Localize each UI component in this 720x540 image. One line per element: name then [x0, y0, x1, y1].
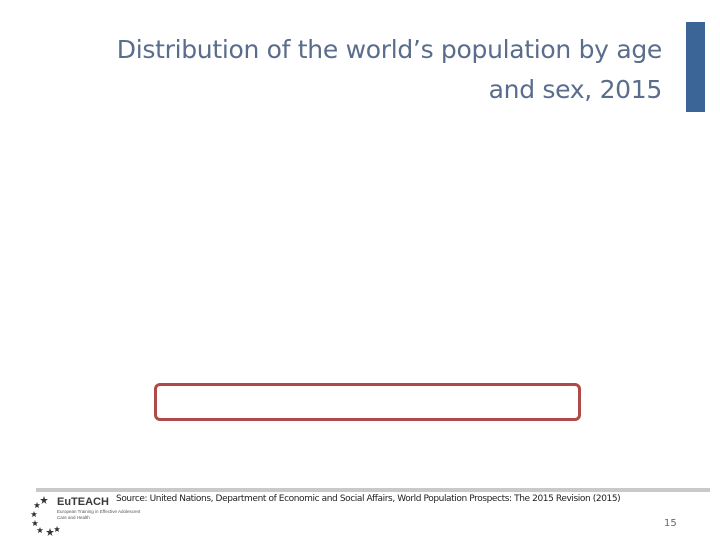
- logo-tagline-line-2: Care and Health: [57, 515, 90, 520]
- title-line-2: and sex, 2015: [488, 75, 662, 104]
- accent-bar: [686, 22, 705, 112]
- title-line-1: Distribution of the world’s population by age: [116, 35, 662, 64]
- highlight-box: [154, 383, 581, 421]
- logo-tagline: [57, 509, 157, 521]
- source-citation: Source: United Nations, Department of Economic and Social Affairs, World Population Prospects: The 2015 Revision (2015): [116, 494, 621, 504]
- logo-tagline-line-1: European Training in Effective Adolescent: [57, 509, 141, 514]
- page-number: 15: [664, 518, 677, 529]
- stars-icon: [30, 492, 60, 538]
- logo-title: EuTEACH: [57, 496, 109, 508]
- slide-title: [62, 30, 662, 110]
